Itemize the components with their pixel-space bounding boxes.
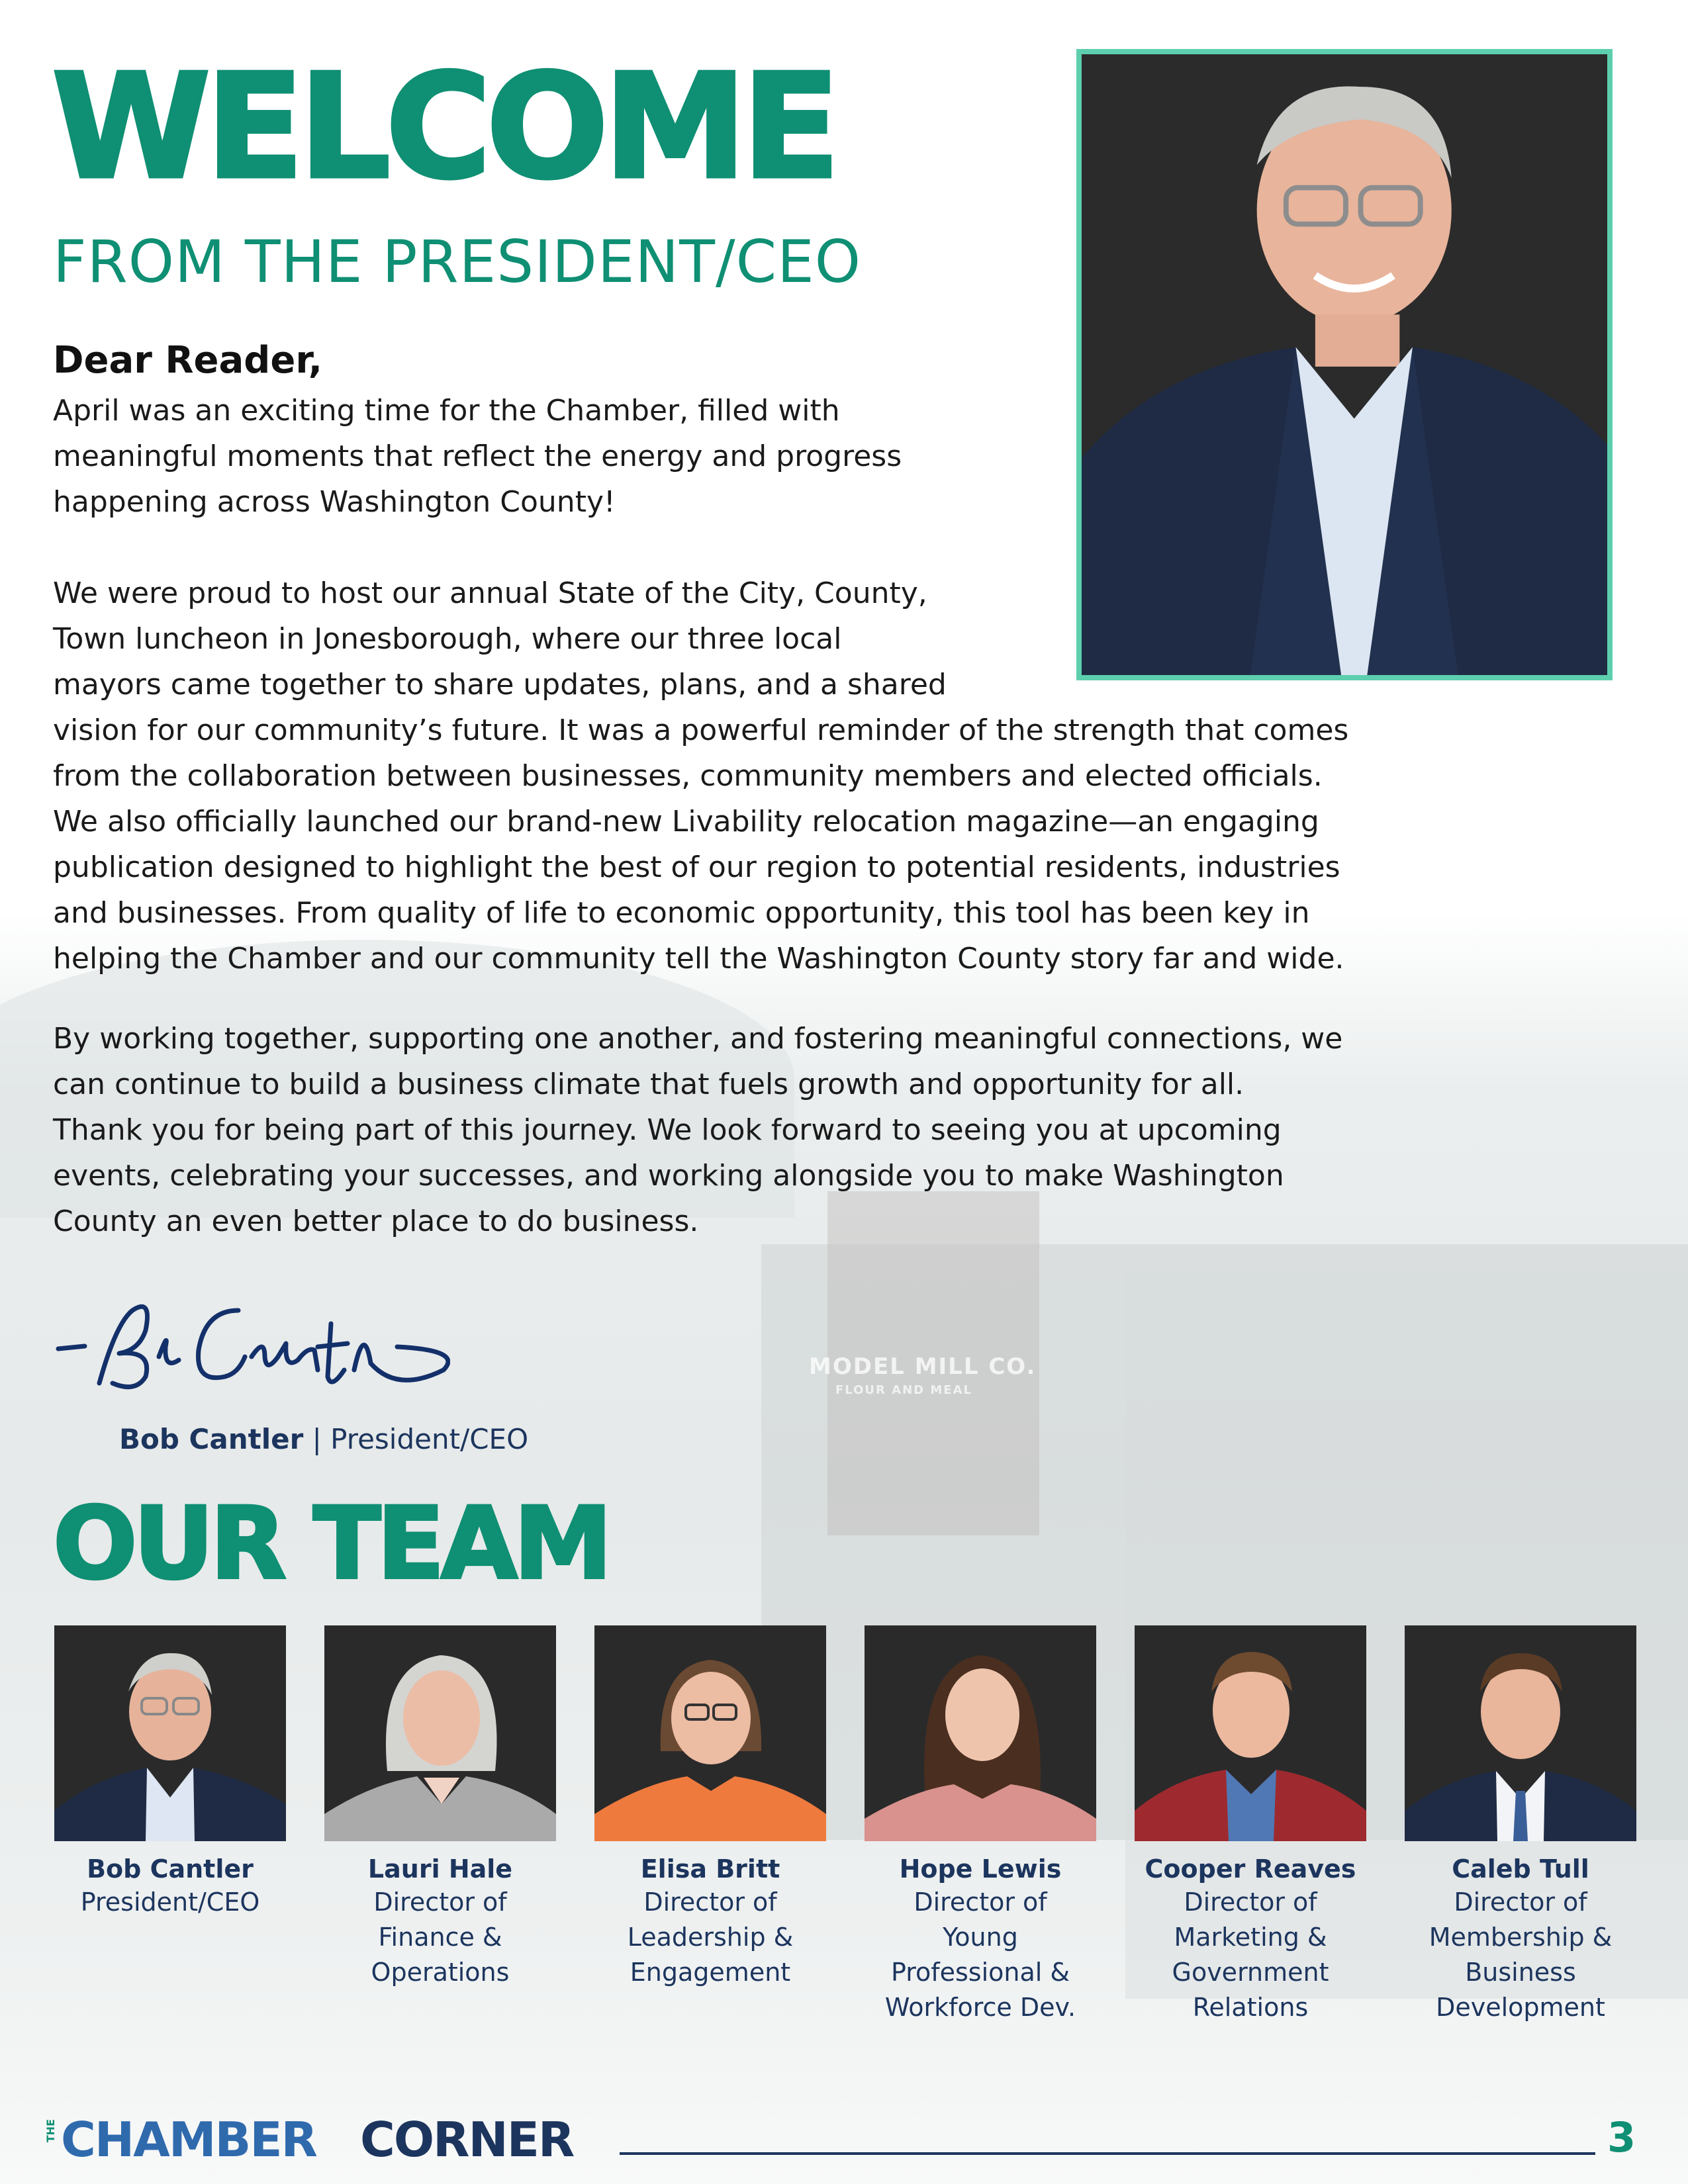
letter-paragraph-2 <box>53 570 1349 981</box>
paragraph-line: and businesses. From quality of life to economic opportunity, this tool has been key in <box>53 896 1310 930</box>
paragraph-line: helping the Chamber and our community tell the Washington County story far and wide. <box>53 942 1344 976</box>
team-photo <box>865 1625 1096 1841</box>
logo-the <box>44 2119 58 2142</box>
team-member-name: Elisa Britt <box>640 1854 780 1884</box>
paragraph-line: meaningful moments that reflect the energy and progress <box>53 439 902 473</box>
team-member-role: Director of Finance & Operations <box>371 1888 510 1987</box>
team-member-caleb-tull <box>1405 1625 1636 2025</box>
paragraph-line: from the collaboration between businesses, community members and elected officials. <box>53 759 1323 793</box>
team-photo <box>1135 1625 1366 1841</box>
team-grid <box>54 1625 1643 2062</box>
team-member-name: Hope Lewis <box>899 1854 1062 1884</box>
team-photo <box>1405 1625 1636 1841</box>
team-member-bob-cantler <box>54 1625 286 1920</box>
footer-rule <box>620 2152 1595 2155</box>
paragraph-line: happening across Washington County! <box>53 485 616 519</box>
paragraph-line: We were proud to host our annual State of the City, County, <box>53 576 927 610</box>
mill-sign-text: MODEL MILL CO. <box>809 1353 1037 1380</box>
president-portrait <box>1076 49 1613 680</box>
logo-corner: CORNER <box>360 2112 574 2167</box>
paragraph-line: Thank you for being part of this journey. We look forward to seeing you at upcoming <box>53 1113 1282 1147</box>
team-member-role: Director of Membership & Business Development <box>1429 1888 1613 2022</box>
paragraph-line: can continue to build a business climate that fuels growth and opportunity for all. <box>53 1068 1244 1101</box>
paragraph-line: mayors came together to share updates, plans, and a shared <box>53 668 947 702</box>
welcome-title: WELCOME <box>52 44 835 211</box>
mill-sign-subtext: FLOUR AND MEAL <box>835 1383 972 1397</box>
letter-paragraph-3 <box>53 1016 1529 1244</box>
chamber-corner-logo <box>44 2110 626 2169</box>
salutation: Dear Reader, <box>53 339 322 382</box>
team-member-name: Cooper Reaves <box>1145 1854 1356 1884</box>
team-member-role: President/CEO <box>80 1888 260 1917</box>
team-member-name: Lauri Hale <box>367 1854 513 1884</box>
team-photo <box>594 1625 826 1841</box>
team-member-role: Director of Leadership & Engagement <box>627 1888 794 1987</box>
paragraph-line: County an even better place to do business. <box>53 1205 699 1238</box>
team-member-lauri-hale <box>324 1625 556 1990</box>
paragraph-line: We also officially launched our brand-new Livability relocation magazine—an engaging <box>53 805 1319 839</box>
page-number: 3 <box>1607 2113 1636 2161</box>
signer-title: President/CEO <box>330 1423 529 1455</box>
signer-name: Bob Cantler <box>119 1423 304 1455</box>
signer-line <box>119 1423 528 1455</box>
logo-chamber: CHAMBER <box>61 2112 316 2167</box>
paragraph-line: April was an exciting time for the Chamber, filled with <box>53 394 840 428</box>
team-member-name: Bob Cantler <box>87 1854 254 1884</box>
team-title: OUR TEAM <box>53 1486 609 1602</box>
team-member-cooper-reaves <box>1135 1625 1366 2025</box>
team-photo <box>54 1625 286 1841</box>
team-member-role: Director of Marketing & Government Relations <box>1172 1888 1329 2022</box>
welcome-subtitle: FROM THE PRESIDENT/CEO <box>53 228 861 296</box>
team-member-role: Director of Young Professional & Workforce Dev. <box>884 1888 1076 2022</box>
team-photo <box>324 1625 556 1841</box>
team-member-name: Caleb Tull <box>1452 1854 1589 1884</box>
team-member-elisa-britt <box>594 1625 826 1990</box>
signer-separator: | <box>303 1423 331 1455</box>
paragraph-line: Town luncheon in Jonesborough, where our three local <box>53 622 842 656</box>
letter-paragraph-1 <box>53 388 1046 525</box>
team-member-hope-lewis <box>865 1625 1096 2025</box>
paragraph-line: By working together, supporting one another, and fostering meaningful connections, we <box>53 1022 1343 1056</box>
logo-the-text: THE <box>44 2119 57 2143</box>
handwritten-signature <box>53 1284 450 1403</box>
paragraph-line: events, celebrating your successes, and working alongside you to make Washington <box>53 1159 1284 1193</box>
paragraph-line: publication designed to highlight the best of our region to potential residents, industries <box>53 850 1340 884</box>
paragraph-line: vision for our community’s future. It was a powerful reminder of the strength that comes <box>53 713 1349 747</box>
